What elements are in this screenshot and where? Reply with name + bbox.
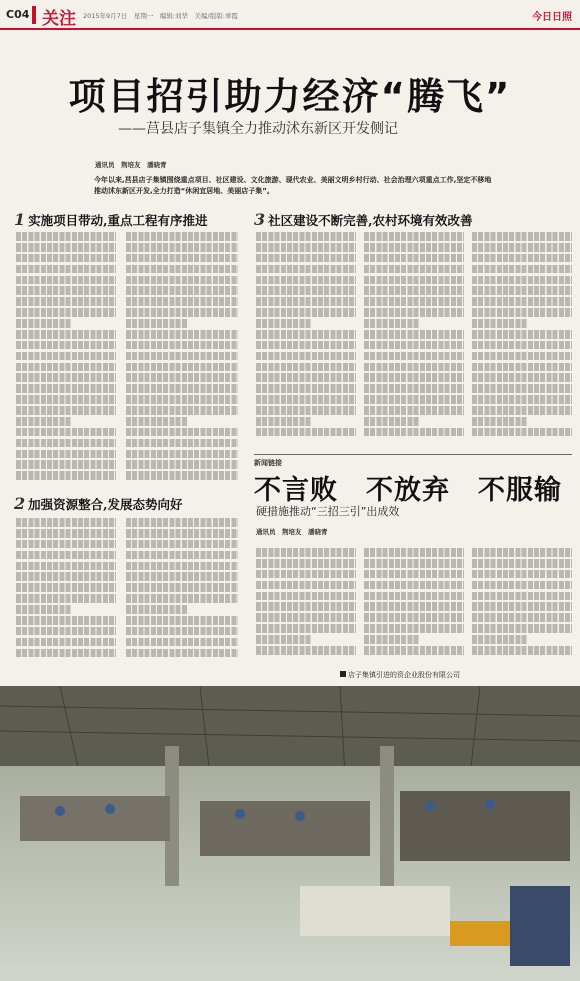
text-line (364, 613, 464, 622)
text-line (16, 352, 116, 361)
text-line (16, 428, 116, 437)
text-line (472, 646, 572, 655)
text-line (16, 232, 116, 241)
text-line (126, 638, 238, 647)
divider (254, 454, 572, 455)
text-line (256, 308, 356, 317)
text-line (16, 649, 116, 658)
text-line (256, 254, 356, 263)
text-line (364, 570, 464, 579)
text-line (364, 265, 464, 274)
text-line (126, 406, 238, 415)
text-line (364, 254, 464, 263)
text-line (364, 286, 464, 295)
text-line (472, 548, 572, 557)
text-line (364, 624, 464, 633)
text-line (364, 363, 464, 372)
text-line (364, 581, 464, 590)
text-line (472, 559, 572, 568)
body-column (16, 518, 116, 666)
text-line (126, 232, 238, 241)
text-line (16, 417, 71, 426)
text-line (472, 624, 572, 633)
page-number: C04 (6, 8, 30, 21)
text-line (16, 450, 116, 459)
text-line (256, 341, 356, 350)
text-line (472, 613, 572, 622)
text-line (126, 594, 238, 603)
text-line (16, 276, 116, 285)
text-line (16, 529, 116, 538)
text-line (364, 243, 464, 252)
text-line (16, 395, 116, 404)
text-line (364, 384, 464, 393)
text-line (256, 330, 356, 339)
issue-meta: 2015年9月7日 星期一 编辑:刘华 美编/组版:辜霞 (83, 12, 238, 20)
text-line (16, 583, 116, 592)
text-line (256, 646, 356, 655)
newspaper-logo: 今日日照 (532, 12, 572, 23)
text-line (16, 373, 116, 382)
text-line (364, 308, 464, 317)
text-line (256, 276, 356, 285)
text-line (256, 417, 311, 426)
body-column (472, 548, 572, 666)
text-line (364, 276, 464, 285)
body-column (126, 232, 238, 490)
text-line (126, 384, 238, 393)
body-column (364, 548, 464, 666)
text-line (16, 594, 116, 603)
body-column (256, 232, 356, 447)
text-line (16, 319, 71, 328)
text-line (256, 243, 356, 252)
text-line (472, 570, 572, 579)
text-line (256, 319, 311, 328)
text-line (126, 330, 238, 339)
text-line (472, 254, 572, 263)
text-line (126, 518, 238, 527)
text-line (126, 286, 238, 295)
text-line (364, 319, 419, 328)
text-line (364, 330, 464, 339)
text-line (16, 406, 116, 415)
text-line (256, 602, 356, 611)
text-line (126, 373, 238, 382)
text-line (16, 330, 116, 339)
text-line (256, 428, 356, 437)
article-lead: 今年以来,莒县店子集镇围绕重点项目、社区建设、文化旅游、现代农业、美丽文明乡村行动、社会治理六项重点工作,坚定不移地推动沭东新区开发,全力打造“休闲宜居地、美丽店子集”。 (94, 176, 492, 195)
text-line (256, 395, 356, 404)
text-line (256, 624, 356, 633)
text-line (16, 471, 116, 480)
text-line (126, 341, 238, 350)
text-line (16, 254, 116, 263)
text-line (256, 352, 356, 361)
text-line (256, 406, 356, 415)
text-line (16, 616, 116, 625)
text-line (16, 341, 116, 350)
body-column (126, 518, 238, 666)
text-line (126, 551, 238, 560)
text-line (126, 417, 188, 426)
text-line (16, 518, 116, 527)
sidebar-subheadline: 硬措施推动“三招三引”出成效 (256, 505, 400, 518)
text-line (256, 559, 356, 568)
text-line (16, 605, 71, 614)
sidebar-headline: 不言败 不放弃 不服输 (254, 475, 562, 506)
photo-caption: 店子集镇引进的资企业股份有限公司 (340, 670, 460, 680)
text-line (364, 297, 464, 306)
text-line (472, 319, 527, 328)
sidebar-byline: 通讯员 荆培友 潘晓青 (256, 528, 328, 536)
text-line (16, 562, 116, 571)
text-line (256, 265, 356, 274)
text-line (126, 319, 188, 328)
text-line (16, 243, 116, 252)
text-line (364, 646, 464, 655)
text-line (364, 559, 464, 568)
section-marker (32, 6, 36, 24)
text-line (16, 627, 116, 636)
text-line (364, 373, 464, 382)
text-line (472, 395, 572, 404)
text-line (364, 548, 464, 557)
text-line (126, 297, 238, 306)
text-line (256, 613, 356, 622)
body-column (256, 548, 356, 666)
text-line (472, 352, 572, 361)
caption-marker (340, 671, 346, 677)
text-line (364, 428, 464, 437)
text-line (126, 572, 238, 581)
text-line (472, 276, 572, 285)
text-line (16, 638, 116, 647)
text-line (472, 341, 572, 350)
text-line (16, 265, 116, 274)
text-line (256, 581, 356, 590)
text-line (472, 363, 572, 372)
text-line (126, 254, 238, 263)
text-line (472, 384, 572, 393)
text-line (472, 592, 572, 601)
text-line (256, 384, 356, 393)
text-line (364, 406, 464, 415)
text-line (16, 308, 116, 317)
text-line (472, 602, 572, 611)
text-line (126, 363, 238, 372)
text-line (256, 548, 356, 557)
text-line (472, 243, 572, 252)
text-line (126, 562, 238, 571)
text-line (16, 384, 116, 393)
headline: 项目招引助力经济“腾飞” (68, 75, 512, 118)
page-header (0, 0, 580, 30)
subheadline: ——莒县店子集镇全力推动沭东新区开发侧记 (118, 121, 398, 137)
body-column (16, 232, 116, 490)
text-line (16, 297, 116, 306)
text-line (472, 330, 572, 339)
text-line (126, 243, 238, 252)
text-line (126, 460, 238, 469)
text-line (256, 373, 356, 382)
text-line (472, 581, 572, 590)
text-line (472, 635, 527, 644)
text-line (126, 627, 238, 636)
text-line (126, 450, 238, 459)
section-heading-2: 2 加强资源整合,发展态势向好 (14, 494, 183, 513)
text-line (364, 395, 464, 404)
text-line (472, 232, 572, 241)
text-line (472, 286, 572, 295)
text-line (364, 635, 419, 644)
text-line (126, 395, 238, 404)
section-name: 关注 (42, 9, 76, 29)
text-line (126, 308, 238, 317)
sidebar-kicker: 新闻链接 (254, 459, 282, 467)
text-line (16, 286, 116, 295)
text-line (126, 471, 238, 480)
text-line (364, 341, 464, 350)
section-heading-1: 1 实施项目带动,重点工程有序推进 (14, 210, 208, 229)
text-line (256, 570, 356, 579)
text-line (126, 605, 188, 614)
body-column (472, 232, 572, 447)
text-line (472, 406, 572, 415)
text-line (364, 232, 464, 241)
text-line (256, 635, 311, 644)
text-line (364, 352, 464, 361)
text-line (472, 308, 572, 317)
text-line (364, 417, 419, 426)
text-line (16, 363, 116, 372)
text-line (472, 297, 572, 306)
text-line (256, 592, 356, 601)
text-line (16, 572, 116, 581)
text-line (126, 529, 238, 538)
text-line (364, 592, 464, 601)
text-line (126, 352, 238, 361)
text-line (256, 363, 356, 372)
text-line (16, 460, 116, 469)
text-line (126, 649, 238, 658)
body-column (364, 232, 464, 447)
article-byline: 通讯员 荆培友 潘晓青 (95, 161, 167, 169)
factory-photo (0, 686, 580, 981)
text-line (16, 551, 116, 560)
section-heading-3: 3 社区建设不断完善,农村环境有效改善 (254, 210, 473, 229)
text-line (126, 265, 238, 274)
text-line (472, 417, 527, 426)
text-line (256, 297, 356, 306)
text-line (364, 602, 464, 611)
factory-floor-illustration (0, 686, 580, 981)
text-line (256, 232, 356, 241)
text-line (256, 286, 356, 295)
text-line (472, 428, 572, 437)
text-line (16, 540, 116, 549)
text-line (126, 276, 238, 285)
text-line (126, 439, 238, 448)
text-line (126, 583, 238, 592)
text-line (126, 428, 238, 437)
text-line (126, 616, 238, 625)
text-line (126, 540, 238, 549)
text-line (16, 439, 116, 448)
text-line (472, 373, 572, 382)
text-line (472, 265, 572, 274)
